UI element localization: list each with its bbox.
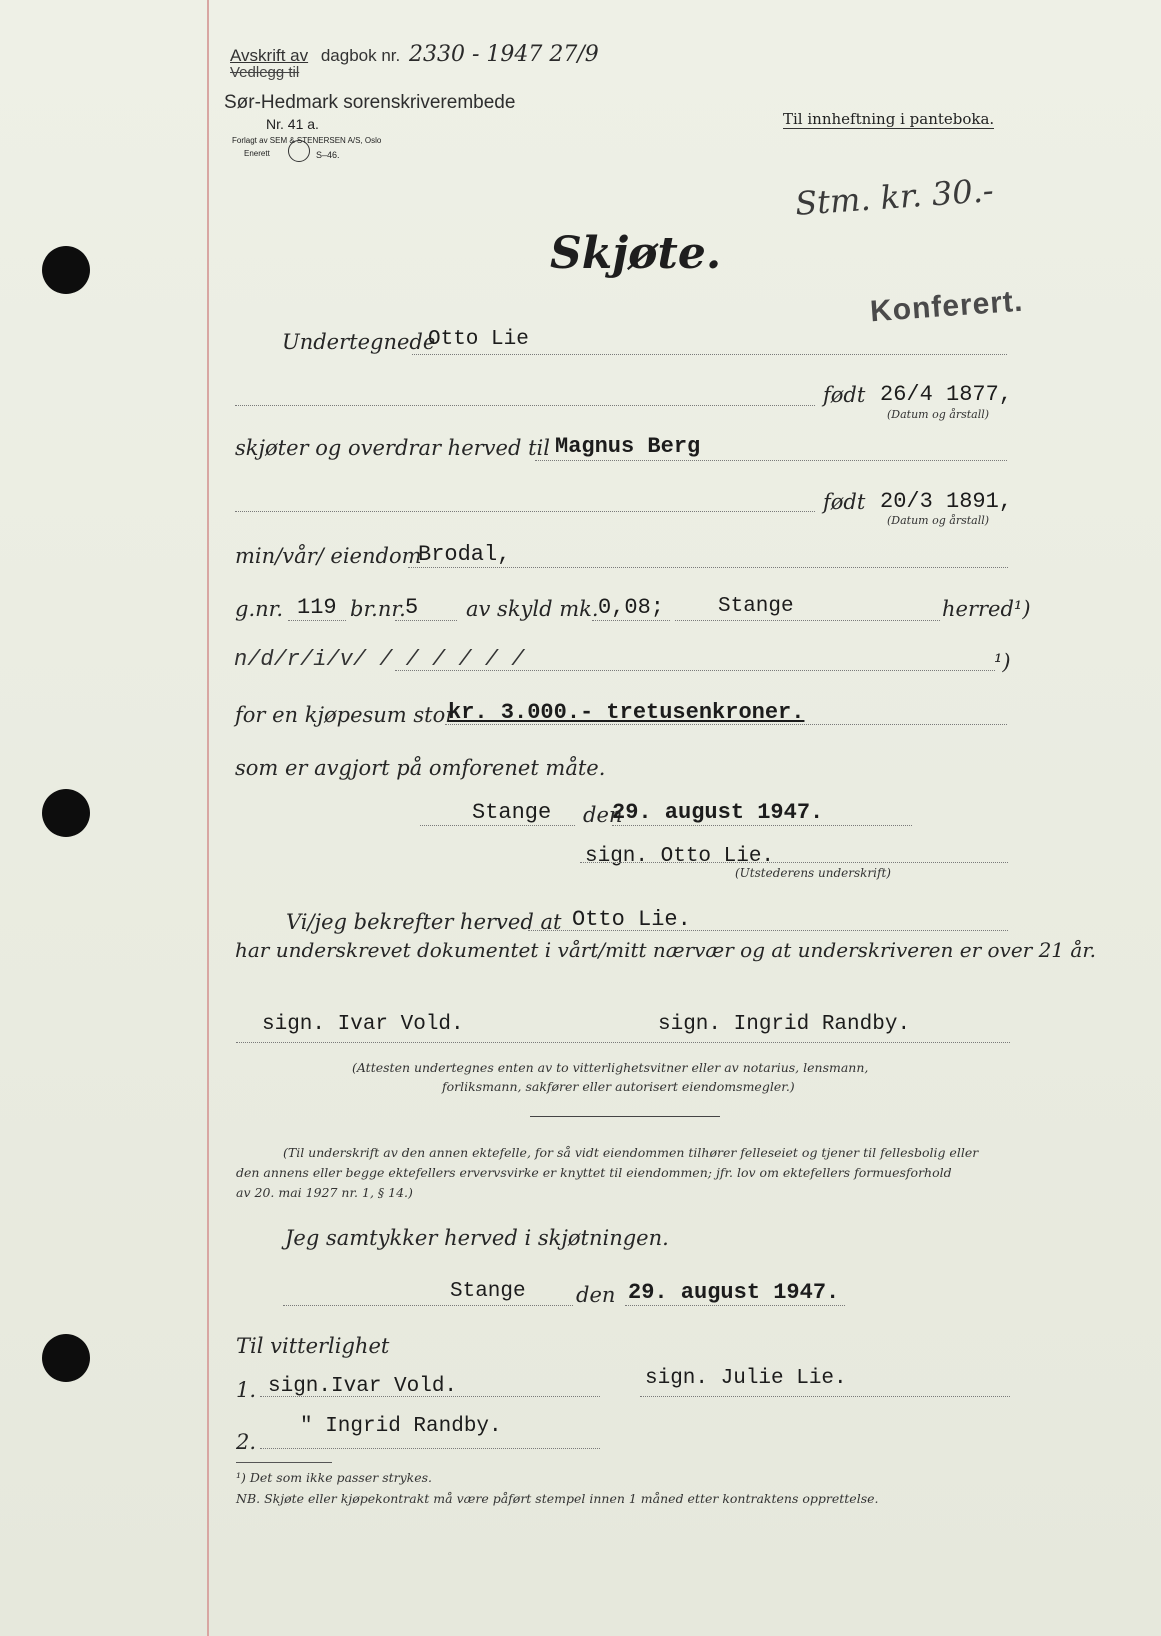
dotted-line (395, 670, 995, 671)
vi-jeg-label: Vi/jeg bekrefter herved at (286, 910, 562, 934)
skyld-value: 0,08; (598, 595, 665, 620)
avgjort-text: som er avgjort på omforenet måte. (235, 756, 606, 780)
har-underskrevet-text: har underskrevet dokumentet i vårt/mitt nærvær og at underskriveren er over 21 år. (235, 938, 1097, 962)
datum-caption: (Datum og årstall) (887, 408, 990, 421)
witness-1: sign. Ivar Vold. (262, 1013, 464, 1036)
dotted-line (420, 825, 575, 826)
dotted-line (235, 511, 815, 512)
dotted-line (235, 405, 815, 406)
buyer-name: Magnus Berg (555, 434, 701, 459)
dotted-line (412, 354, 1007, 355)
dotted-line (580, 862, 1008, 863)
avskrift-label: Avskrift av (230, 46, 309, 65)
den-label: den (583, 803, 623, 827)
gnr-label: g.nr. (235, 597, 284, 621)
witness-signature-2: " Ingrid Randby. (300, 1415, 502, 1438)
dotted-line (260, 1448, 600, 1449)
punch-hole (42, 789, 90, 837)
publisher-logo-icon (288, 140, 310, 162)
publisher-enerett: Enerett (244, 149, 270, 158)
skyld-label: av skyld mk. (466, 597, 599, 621)
til-innheftning-note: Til innheftning i panteboka. (783, 110, 995, 128)
spouse-note: av 20. mai 1927 nr. 1, § 14.) (236, 1185, 413, 1200)
dotted-line (283, 1305, 573, 1306)
dotted-line (395, 620, 457, 621)
vi-jeg-name: Otto Lie. (572, 907, 691, 932)
dotted-line (675, 620, 940, 621)
separator-line (530, 1116, 720, 1117)
dotted-line (592, 620, 670, 621)
konferert-stamp: Konferert. (869, 284, 1025, 329)
publisher-line: Forlagt av SEM & STENERSEN A/S, Oslo (232, 136, 382, 145)
dagbok-label: dagbok nr. (320, 46, 401, 65)
punch-hole (42, 1334, 90, 1382)
stamp-fee-handwritten: Stm. kr. 30.- (793, 171, 995, 223)
punch-hole (42, 246, 90, 294)
seller-name: Otto Lie (428, 328, 529, 351)
witness-number-2: 2. (236, 1430, 257, 1454)
vedlegg-struck: Vedlegg til (230, 64, 300, 81)
struck-out-line: n/d/r/i/v/ / / / / / / (234, 647, 525, 672)
dotted-line (408, 567, 1008, 568)
spouse-note: den annens eller begge ektefellers ervervsvirke er knyttet til eiendommen; jfr. lov om ektefellers formuesforhold (236, 1165, 952, 1180)
publisher-code: S–46. (316, 150, 340, 160)
undertegnede-label: Undertegnede (282, 330, 436, 354)
brnr-value: 5 (405, 595, 419, 620)
document-title: Skjøte. (550, 228, 722, 279)
dagbok-number: 2330 - 1947 27/9 (408, 42, 599, 67)
footnote-1: ¹) Det som ikke passer strykes. (236, 1470, 433, 1485)
eiendom-label: min/vår/ eiendom (235, 544, 422, 568)
dotted-line (445, 724, 1007, 725)
herred-label: herred¹) (942, 597, 1031, 621)
kjopesum-value: kr. 3.000.- tretusenkroner. (448, 700, 805, 725)
herred-name: Stange (718, 595, 794, 618)
date-1: 29. august 1947. (612, 800, 824, 825)
seller-signature: sign. Otto Lie. (585, 845, 775, 868)
fodt-label: født (823, 383, 866, 407)
margin-rule (207, 0, 209, 1636)
attest-note: (Attesten undertegnes enten av to vitterlighetsvitner eller av notarius, lensmann, (352, 1060, 869, 1075)
utsteder-caption: (Utstederens underskrift) (735, 866, 891, 880)
witness-2: sign. Ingrid Randby. (658, 1013, 911, 1036)
office-name: Sør-Hedmark sorenskriverembede (224, 92, 516, 113)
attest-note: forliksmann, sakfører eller autorisert eiendomsmegler.) (442, 1079, 795, 1094)
dotted-line (535, 460, 1007, 461)
samtykker-text: Jeg samtykker herved i skjøtningen. (285, 1226, 669, 1250)
buyer-born: 20/3 1891, (880, 489, 1013, 514)
kjopesum-label: for en kjøpesum stor (235, 703, 456, 727)
fodt-label: født (823, 490, 866, 514)
place-2: Stange (450, 1280, 526, 1303)
skjoter-label: skjøter og overdrar herved til (235, 436, 550, 460)
dotted-line (236, 1042, 1010, 1043)
witness-number-1: 1. (236, 1378, 257, 1402)
dotted-line (288, 620, 346, 621)
den-label: den (576, 1283, 616, 1307)
footnote-2: NB. Skjøte eller kjøpekontrakt må være påført stempel innen 1 måned etter kontraktens opprettelse. (236, 1491, 879, 1506)
seller-born: 26/4 1877, (880, 382, 1013, 407)
gnr-value: 119 (297, 595, 337, 620)
witness-signature-1: sign.Ivar Vold. (268, 1375, 458, 1398)
date-2: 29. august 1947. (628, 1280, 840, 1305)
place-1: Stange (472, 800, 552, 825)
footnote-ref: ¹) (994, 650, 1011, 674)
dotted-line (260, 1396, 600, 1397)
spouse-note: (Til underskrift av den annen ektefelle, for så vidt eiendommen tilhører felleseiet og tjener til fellesbolig eller (283, 1145, 979, 1160)
dotted-line (625, 1305, 845, 1306)
datum-caption: (Datum og årstall) (887, 514, 990, 527)
dotted-line (612, 825, 912, 826)
brnr-label: br.nr. (350, 597, 406, 621)
dotted-line (528, 930, 1008, 931)
footnote-rule (236, 1462, 332, 1463)
property-name: Brodal, (418, 542, 511, 567)
dotted-line (640, 1396, 1010, 1397)
til-vitterlighet-label: Til vitterlighet (236, 1334, 390, 1358)
spouse-signature: sign. Julie Lie. (645, 1367, 847, 1390)
form-number: Nr. 41 a. (266, 116, 319, 132)
